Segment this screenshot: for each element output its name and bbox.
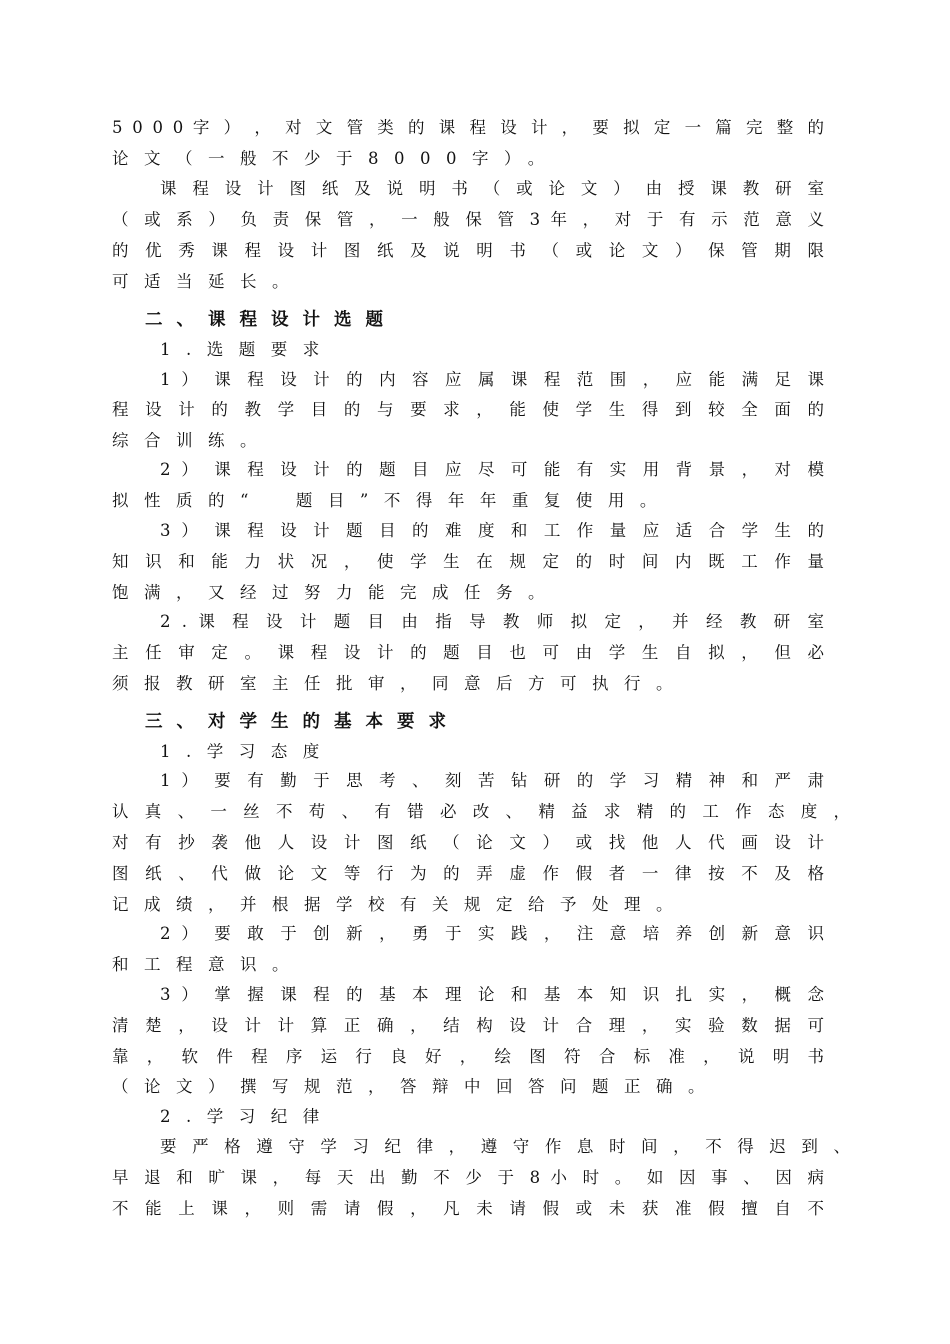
body-text-line: 须报教研室主任批审，同意后方可执行。 xyxy=(112,674,688,693)
body-text-line: 早 退 和 旷 课 ， 每 天 出 勤 不 少 于 8 小 时 。 如 因 事 、 因 病 xyxy=(112,1168,824,1187)
body-text-line: 2 ） 课 程 设 计 的 题 目 应 尽 可 能 有 实 用 背 景 ， 对 模 xyxy=(160,460,824,479)
subsection-heading: 1.学习态度 xyxy=(160,742,335,761)
body-text-line: 可适当延长。 xyxy=(112,272,304,291)
body-text-line: 的 优 秀 课 程 设 计 图 纸 及 说 明 书 （ 或 论 文 ） 保 管 期 限 xyxy=(112,241,824,260)
body-text-line: 3 ） 掌 握 课 程 的 基 本 理 论 和 基 本 知 识 扎 实 ， 概 念 xyxy=(160,985,824,1004)
body-text-line: 图 纸 、 代 做 论 文 等 行 为 的 弄 虚 作 假 者 一 律 按 不 及 格 xyxy=(112,864,824,883)
subsection-heading: 2.学习纪律 xyxy=(160,1107,335,1126)
body-text-line: 课 程 设 计 图 纸 及 说 明 书 （ 或 论 文 ） 由 授 课 教 研 室 xyxy=(160,179,824,198)
body-text-line: 主 任 审 定 。 课 程 设 计 的 题 目 也 可 由 学 生 自 拟 ， 但 必 xyxy=(112,643,824,662)
body-text-line: 程 设 计 的 教 学 目 的 与 要 求 ， 能 使 学 生 得 到 较 全 面 的 xyxy=(112,400,824,419)
body-text-line: 要 严 格 遵 守 学 习 纪 律 ， 遵 守 作 息 时 间 ， 不 得 迟 到 、 xyxy=(160,1137,850,1156)
body-text-line: 1 ） 课 程 设 计 的 内 容 应 属 课 程 范 围 ， 应 能 满 足 课 xyxy=(160,370,824,389)
body-text-line: 3 ） 课 程 设 计 题 目 的 难 度 和 工 作 量 应 适 合 学 生 的 xyxy=(160,521,824,540)
body-text-line: 对 有 抄 袭 他 人 设 计 图 纸 （ 论 文 ） 或 找 他 人 代 画 设 计 xyxy=(112,833,824,852)
body-text-line: 不 能 上 课 ， 则 需 请 假 ， 凡 未 请 假 或 未 获 准 假 擅 自 不 xyxy=(112,1199,824,1218)
body-text-line: 靠 ， 软 件 程 序 运 行 良 好 ， 绘 图 符 合 标 准 ， 说 明 书 xyxy=(112,1047,824,1066)
body-text-line: 1 ） 要 有 勤 于 思 考 、 刻 苦 钻 研 的 学 习 精 神 和 严 肃 xyxy=(160,771,824,790)
subsection-heading: 1.选题要求 xyxy=(160,340,335,359)
section-heading: 三、对学生的基本要求 xyxy=(145,712,460,732)
body-text-line: 清 楚 ， 设 计 计 算 正 确 ， 结 构 设 计 合 理 ， 实 验 数 据 可 xyxy=(112,1016,824,1035)
body-text-line: 认 真 、 一 丝 不 苟 、 有 错 必 改 、 精 益 求 精 的 工 作 态 度 ， xyxy=(112,802,850,821)
body-text-line: 饱满，又经过努力能完成任务。 xyxy=(112,583,560,602)
section-heading: 二、课程设计选题 xyxy=(145,310,397,330)
body-text-line: 2 . 课 程 设 计 题 目 由 指 导 教 师 拟 定 ， 并 经 教 研 室 xyxy=(160,612,824,631)
body-text-line: 知 识 和 能 力 状 况 ， 使 学 生 在 规 定 的 时 间 内 既 工 作 量 xyxy=(112,552,824,571)
body-text-line: 记成绩，并根据学校有关规定给予处理。 xyxy=(112,895,688,914)
body-text-line: 5 0 0 0 字 ） ， 对 文 管 类 的 课 程 设 计 ， 要 拟 定 一 篇 完 整 的 xyxy=(112,118,824,137)
body-text-line: 综合训练。 xyxy=(112,431,272,450)
body-text-line: 和工程意识。 xyxy=(112,955,304,974)
body-text-line: 论文（一般不少于8000字）。 xyxy=(112,149,560,168)
body-text-line: （论文）撰写规范，答辩中回答问题正确。 xyxy=(112,1077,720,1096)
body-text-line: （ 或 系 ） 负 责 保 管 ， 一 般 保 管 3 年 ， 对 于 有 示 范 意 义 xyxy=(112,210,824,229)
body-text-line: 2 ） 要 敢 于 创 新 ， 勇 于 实 践 ， 注 意 培 养 创 新 意 识 xyxy=(160,924,824,943)
body-text-line: 拟性质的“ 题目”不得年年重复使用。 xyxy=(112,491,672,510)
